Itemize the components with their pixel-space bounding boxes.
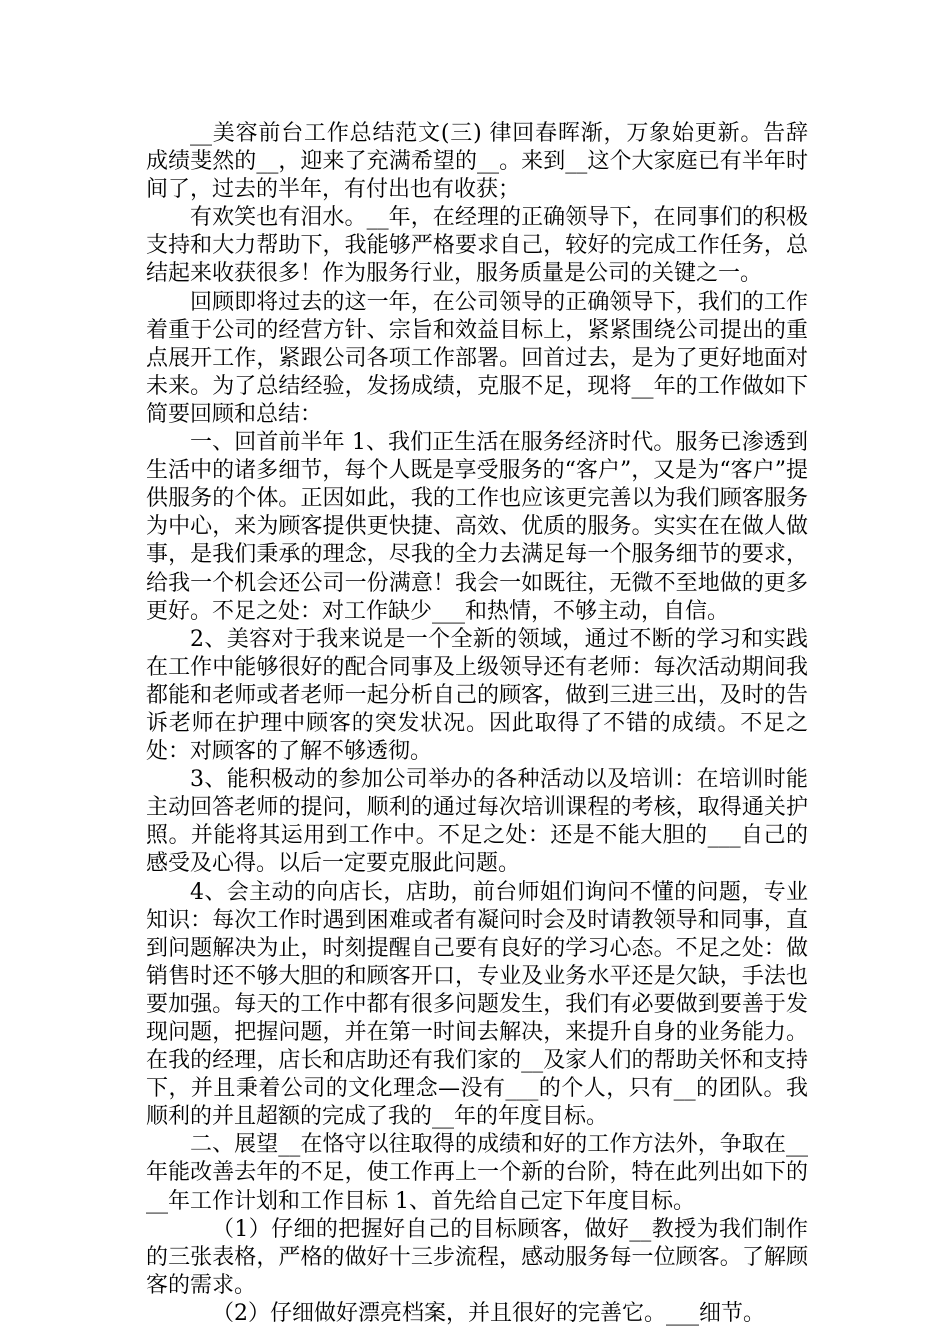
paragraph-plan-item-one: （1）仔细的把握好自己的目标顾客，做好__教授为我们制作的三张表格，严格的做好十三步流程，感动服务每一位顾客。了解顾客的需求。: [146, 1216, 808, 1298]
paragraph-point-three: 3、能积极动的参加公司举办的各种活动以及培训：在培训时能主动回答老师的提问，顺利的通过每次培训课程的考核，取得通关护照。并能将其运用到工作中。不足之处：还是不能大胆的___自己的感受及心得。以后一定要克服此问题。: [146, 767, 808, 877]
document-page: [146, 120, 808, 1328]
paragraph-point-four: 4、会主动的向店长，店助，前台师姐们询问不懂的问题，专业知识：每次工作时遇到困难或者有凝问时会及时请教领导和同事，直到问题解决为止，时刻提醒自己要有良好的学习心态。不足之处：做销售时还不够大胆的和顾客开口，专业及业务水平还是欠缺，手法也要加强。每天的工作中都有很多问题发生，我们有必要做到要善于发现问题，把握问题，并在第一时间去解决，来提升自身的业务能力。在我的经理，店长和店助还有我们家的__及家人们的帮助关怀和支持下，并且秉着公司的文化理念—没有___的个人，只有__的团队。我顺利的并且超额的完成了我的__年的年度目标。: [146, 879, 808, 1130]
paragraph-point-two: 2、美容对于我来说是一个全新的领域，通过不断的学习和实践在工作中能够很好的配合同事及上级领导还有老师：每次活动期间我都能和老师或者老师一起分析自己的顾客，做到三进三出，及时的告诉老师在护理中顾客的突发状况。因此取得了不错的成绩。不足之处：对顾客的了解不够透彻。: [146, 626, 808, 765]
paragraph-section-one: 一、回首前半年 1、我们正生活在服务经济时代。服务已渗透到生活中的诸多细节，每个人既是享受服务的“客户”，又是为“客户”提供服务的个体。正因如此，我的工作也应该更完善以为我们顾客服务为中心，来为顾客提供更快捷、高效、优质的服务。实实在在做人做事，是我们秉承的理念，尽我的全力去满足每一个服务细节的要求，给我一个机会还公司一份满意！我会一如既往，无微不至地做的更多更好。不足之处：对工作缺少___和热情，不够主动，自信。: [146, 430, 808, 624]
paragraph-section-two: 二、展望__在恪守以往取得的成绩和好的工作方法外，争取在__年能改善去年的不足，使工作再上一个新的台阶，特在此列出如下的__年工作计划和工作目标 1、首先给自己定下年度目标。: [146, 1132, 808, 1214]
paragraph-plan-item-two: （2）仔细做好漂亮档案，并且很好的完善它。___细节。: [212, 1300, 765, 1326]
paragraph-intro: __美容前台工作总结范文(三) 律回春晖渐，万象始更新。告辞成绩斐然的__，迎来了充满希望的__。来到__这个大家庭已有半年时间了，过去的半年，有付出也有收获；: [146, 121, 808, 203]
paragraph-review-year: 有欢笑也有泪水。__年，在经理的正确领导下，在同事们的积极支持和大力帮助下，我能够严格要求自己，较好的完成工作任务，总结起来收获很多！作为服务行业，服务质量是公司的关键之一。: [146, 205, 808, 287]
paragraph-leadership: 回顾即将过去的这一年，在公司领导的正确领导下，我们的工作着重于公司的经营方针、宗旨和效益目标上，紧紧围绕公司提出的重点展开工作，紧跟公司各项工作部署。回首过去，是为了更好地面对未来。为了总结经验，发扬成绩，克服不足，现将__年的工作做如下简要回顾和总结：: [146, 289, 808, 427]
